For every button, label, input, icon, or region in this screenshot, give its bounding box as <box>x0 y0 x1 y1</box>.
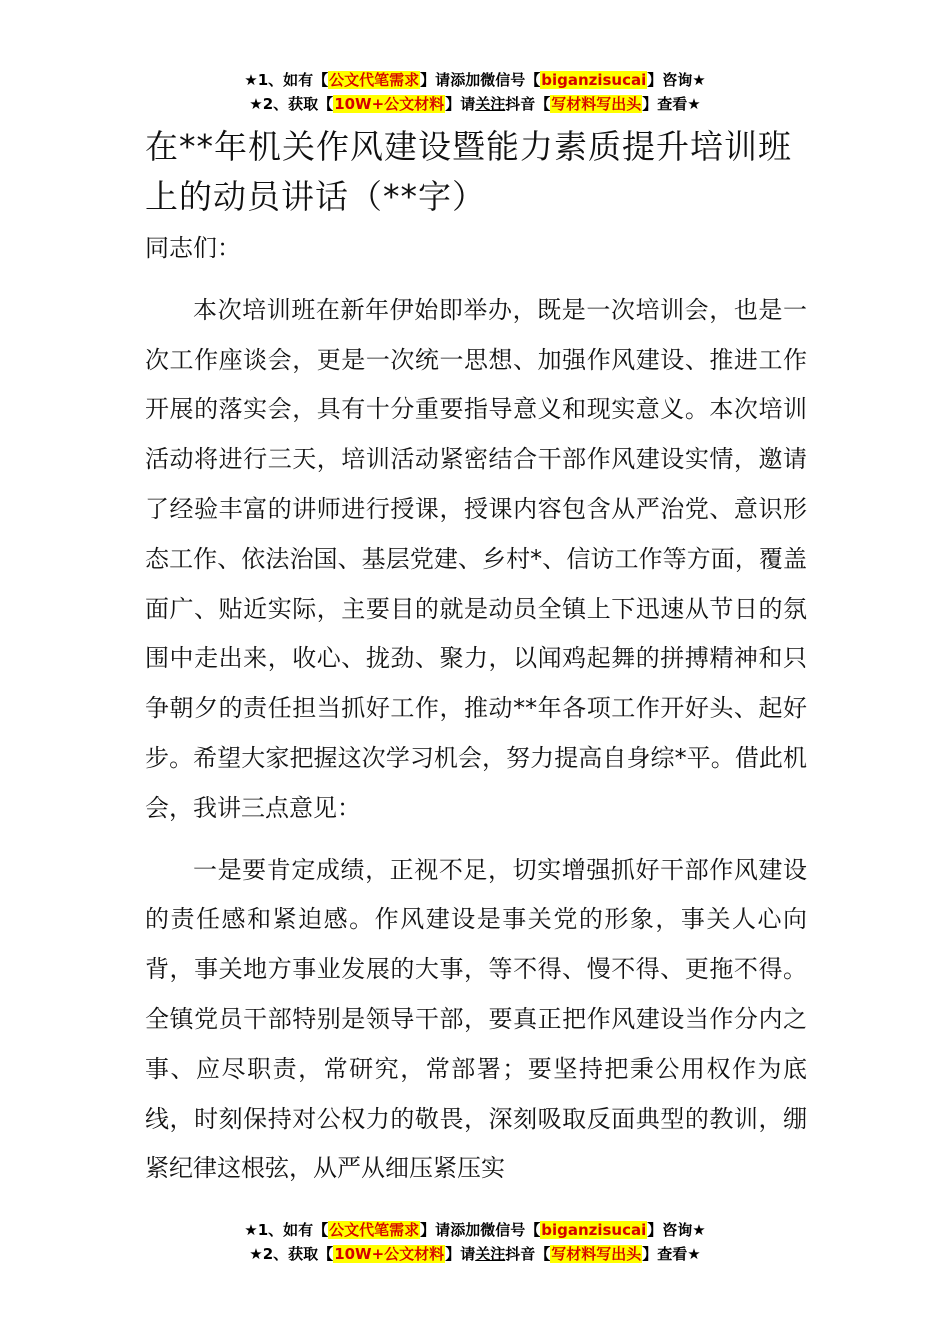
emphasis-follow-text: 关注 <box>475 1245 506 1263</box>
paragraph-1: 本次培训班在新年伊始即举办，既是一次培训会，也是一次工作座谈会，更是一次统一思想、加强作风建设、推进工作开展的落实会，具有十分重要指导意义和现实意义。本次培训活动将进行三天，培训活动紧密结合干部作风建设实情，邀请了经验丰富的讲师进行授课，授课内容包含从严治党、意识形态工作、依法治国、基层党建、乡村*、信访工作等方面，覆盖面广、贴近实际，主要目的就是动员全镇上下迅速从节日的氛围中走出来，收心、拢劲、聚力，以闻鸡起舞的拼搏精神和只争朝夕的责任担当抓好工作，推动**年各项工作开好头、起好步。希望大家把握这次学习机会，努力提高自身综*平。借此机会，我讲三点意见： <box>145 295 807 822</box>
highlight-service: 公文代笔需求 <box>329 1221 420 1239</box>
document-body <box>145 122 807 1194</box>
emphasis-text: 添加 <box>450 71 481 89</box>
promo-line-2: ★2、获取【10W+公文材料】请关注抖音【写材料写出头】查看★ <box>249 95 701 113</box>
promo-line-1: ★1、如有【公文代笔需求】请添加微信号【biganzisucai】咨询★ <box>244 71 706 89</box>
highlight-materials: 10W+公文材料 <box>334 95 445 113</box>
promo-line-2: ★2、获取【10W+公文材料】请关注抖音【写材料写出头】查看★ <box>249 1245 701 1263</box>
paragraph-2: 一是要肯定成绩，正视不足，切实增强抓好干部作风建设的责任感和紧迫感。作风建设是事关党的形象，事关人心向背，事关地方事业发展的大事，等不得、慢不得、更拖不得。全镇党员干部特别是领导干部，要真正把作风建设当作分内之事、应尽职责，常研究，常部署；要坚持把秉公用权作为底线，时刻保持对公权力的敬畏，深刻吸取反面典型的教训，绷紧纪律这根弦，从严从细压紧压实 <box>145 855 807 1183</box>
promo-banner-bottom <box>0 1218 950 1266</box>
salutation: 同志们： <box>145 234 241 262</box>
highlight-douyin-account: 写材料写出头 <box>551 1245 642 1263</box>
document-title: 在**年机关作风建设暨能力素质提升培训班上的动员讲话（**字） <box>145 127 792 216</box>
highlight-materials: 10W+公文材料 <box>334 1245 445 1263</box>
emphasis-text: 添加 <box>450 1221 481 1239</box>
promo-banner-top <box>0 68 950 116</box>
highlight-wechat-id: biganzisucai <box>541 1221 647 1239</box>
highlight-wechat-id: biganzisucai <box>541 71 647 89</box>
highlight-service: 公文代笔需求 <box>329 71 420 89</box>
highlight-douyin-account: 写材料写出头 <box>551 95 642 113</box>
emphasis-follow-text: 关注 <box>475 95 506 113</box>
promo-line-1: ★1、如有【公文代笔需求】请添加微信号【biganzisucai】咨询★ <box>244 1221 706 1239</box>
